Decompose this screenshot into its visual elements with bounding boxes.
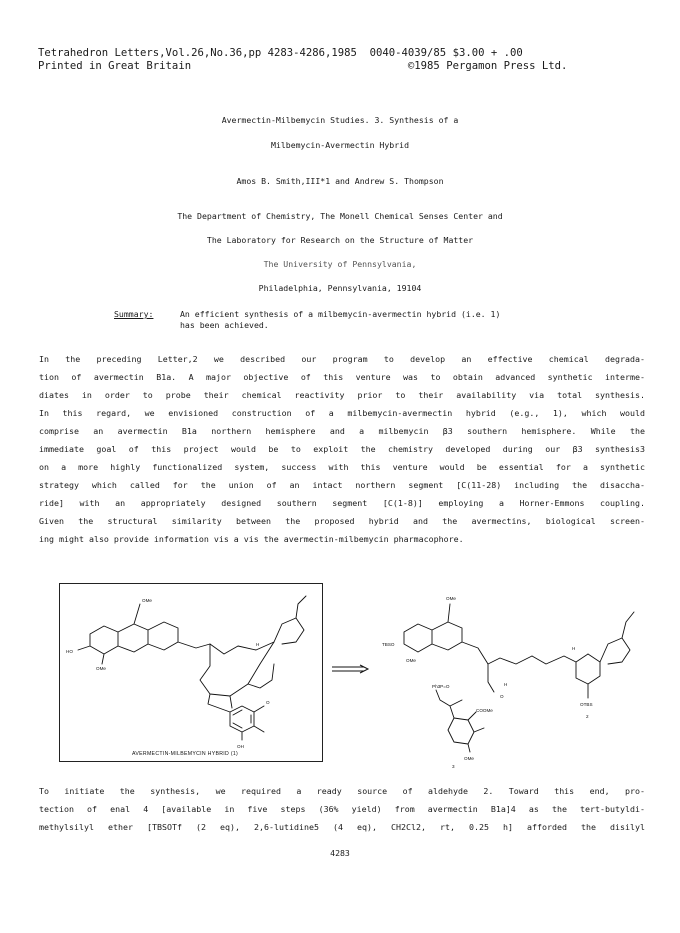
body-line: immediate goal of this project would be to exploit the chemistry developed during our β3 synthesis3	[39, 444, 645, 454]
chem-label: OMe	[446, 596, 456, 601]
body-line: methylsilyl ether [TBSOTf (2 eq), 2,6-lutidine5 (4 eq), CH2Cl2, rt, 0.25 h] afforded the disilyl	[39, 822, 645, 832]
page-number: 4283	[330, 848, 350, 858]
chem-label: COOMe	[476, 708, 493, 713]
hybrid-structure-drawing	[60, 584, 322, 761]
chem-label: OMe	[96, 666, 106, 671]
summary-line2: has been achieved.	[180, 320, 269, 330]
hybrid-structure-figure	[59, 583, 323, 762]
intermediate-structures	[376, 572, 646, 770]
chem-label: H	[572, 646, 576, 651]
chem-label: HO	[66, 649, 73, 654]
chem-label: Ph3P=O	[432, 684, 450, 689]
summary-line1: An efficient synthesis of a milbemycin-avermectin hybrid (i.e. 1)	[180, 309, 501, 319]
retrosynthesis-arrow	[330, 664, 372, 674]
body-line: strategy which called for the union of an intact northern segment [C(11-28) including the disaccha-	[39, 480, 645, 490]
compound-number: 2	[586, 714, 589, 719]
figure-caption: AVERMECTIN-MILBEMYCIN HYBRID (1)	[132, 751, 239, 757]
chem-label: OMe	[464, 756, 474, 761]
affiliation-line2: The Laboratory for Research on the Structure of Matter	[206, 235, 474, 245]
body-line: ing might also provide information vis a vis the avermectin-milbemycin pharmacophore.	[39, 534, 464, 544]
chem-label: TBSO	[382, 642, 395, 647]
chem-label: OH	[237, 744, 244, 749]
chem-label: O	[266, 700, 270, 705]
summary-label: Summary:	[114, 309, 154, 319]
body-line: Given the structural similarity between the proposed hybrid and the avermectins, biological screen-	[39, 516, 645, 526]
title-line1: Avermectin-Milbemycin Studies. 3. Synthesis of a	[221, 115, 459, 125]
body-line: on a more highly functionalized system, success with this venture would be essential for a synthetic	[39, 462, 645, 472]
affiliation-line4: Philadelphia, Pennsylvania, 19104	[258, 283, 422, 293]
chem-label: H	[256, 642, 260, 647]
body-line: In this regard, we envisioned construction of a milbemycin-avermectin hybrid (e.g., 1), which would	[39, 408, 645, 418]
body-line: ride] with an appropriately designed southern segment [C(1-8)] employing a Horner-Emmons coupling.	[39, 498, 645, 508]
chem-label: O	[500, 694, 504, 699]
chem-label: OTBS	[580, 702, 593, 707]
journal-header-line2: Printed in Great Britain ©1985 Pergamon Press Ltd.	[38, 60, 568, 72]
body-line: tion of avermectin B1a. A major objective of this venture was to obtain advanced synthetic interme-	[39, 372, 645, 382]
affiliation-line3: The University of Pennsylvania,	[263, 259, 417, 269]
affiliation-line1: The Department of Chemistry, The Monell Chemical Senses Center and	[177, 211, 503, 221]
chem-label: OMe	[142, 598, 152, 603]
body-line: In the preceding Letter,2 we described our program to develop an effective chemical degrada-	[39, 354, 645, 364]
body-line: diates in order to probe their chemical reactivity prior to their availability via total synthesis.	[39, 390, 645, 400]
body-line: tection of enal 4 [available in five steps (36% yield) from avermectin B1a]4 as the tert-butyldi-	[39, 804, 645, 814]
journal-header-line1: Tetrahedron Letters,Vol.26,No.36,pp 4283-4286,1985 0040-4039/85 $3.00 + .00	[38, 47, 523, 59]
body-line: comprise an avermectin B1a northern hemisphere and a milbemycin β3 southern hemisphere. While the	[39, 426, 645, 436]
body-line: To initiate the synthesis, we required a ready source of aldehyde 2. Toward this end, pro-	[39, 786, 645, 796]
authors: Amos B. Smith,III*1 and Andrew S. Thompson	[236, 176, 444, 186]
chem-label: OMe	[406, 658, 416, 663]
title-line2: Milbemycin-Avermectin Hybrid	[270, 140, 410, 150]
compound-number: 3	[452, 764, 455, 769]
chem-label: H	[504, 682, 508, 687]
